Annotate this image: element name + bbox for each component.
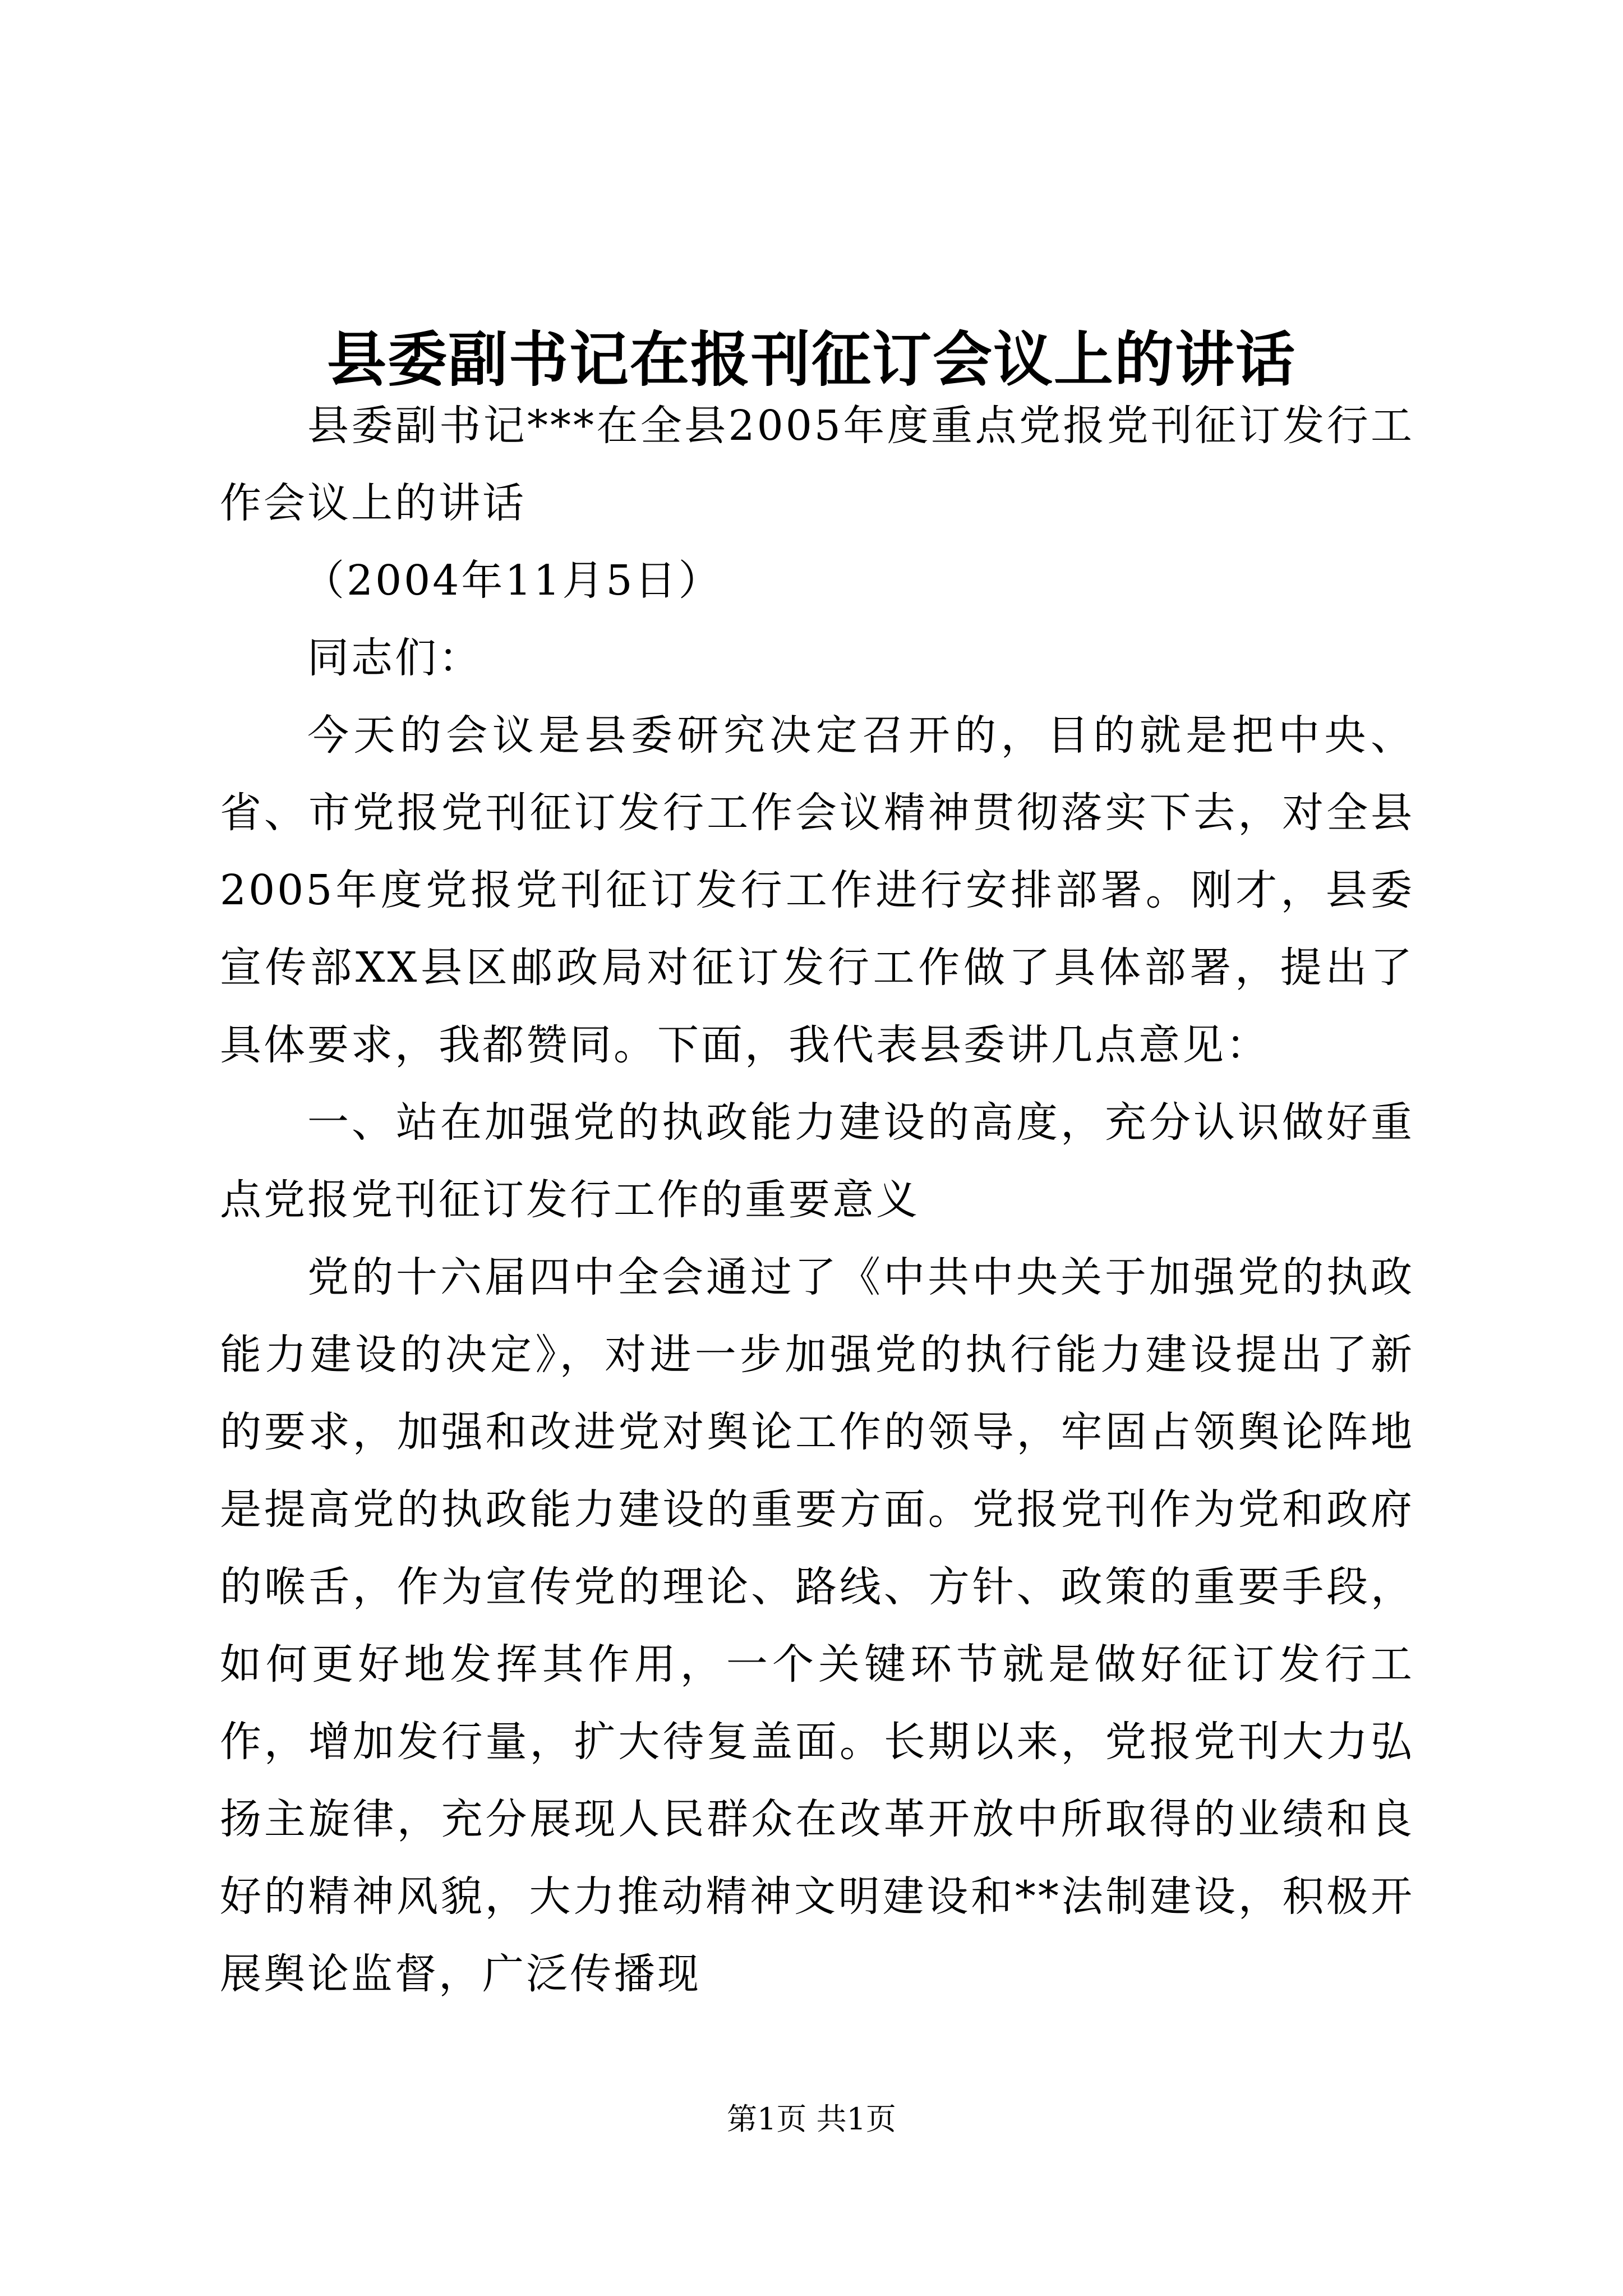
section-heading-paragraph: 一、站在加强党的执政能力建设的高度，充分认识做好重点党报党刊征订发行工作的重要意义: [220, 1098, 1414, 1224]
page-number-footer: 第1页 共1页: [727, 2101, 896, 2137]
salutation-paragraph: 同志们：: [307, 634, 482, 682]
document-body: [220, 387, 1414, 2013]
document-title: 县委副书记在报刊征订会议上的讲话: [327, 324, 1296, 395]
speech-heading-paragraph: 县委副书记***在全县2005年度重点党报党刊征订发行工作会议上的讲话: [220, 402, 1414, 527]
body-paragraph: 今天的会议是县委研究决定召开的，目的就是把中央、省、市党报党刊征订发行工作会议精神贯彻落实下去，对全县2005年度党报党刊征订发行工作进行安排部署。刚才，县委宣传部XX县区邮政局对征订发行工作做了具体部署，提出了具体要求，我都赞同。下面，我代表县委讲几点意见：: [220, 711, 1414, 1069]
body-paragraph: 党的十六届四中全会通过了《中共中央关于加强党的执政能力建设的决定》，对进一步加强党的执行能力建设提出了新的要求，加强和改进党对舆论工作的领导，牢固占领舆论阵地是提高党的执政能力建设的重要方面。党报党刊作为党和政府的喉舌，作为宣传党的理论、路线、方针、政策的重要手段，如何更好地发挥其作用，一个关键环节就是做好征订发行工作，增加发行量，扩大待复盖面。长期以来，党报党刊大力弘扬主旋律，充分展现人民群众在改革开放中所取得的业绩和良好的精神风貌，大力推动精神文明建设和**法制建设，积极开展舆论监督，广泛传播现: [220, 1253, 1414, 1998]
speech-date-paragraph: （2004年11月5日）: [303, 556, 722, 605]
